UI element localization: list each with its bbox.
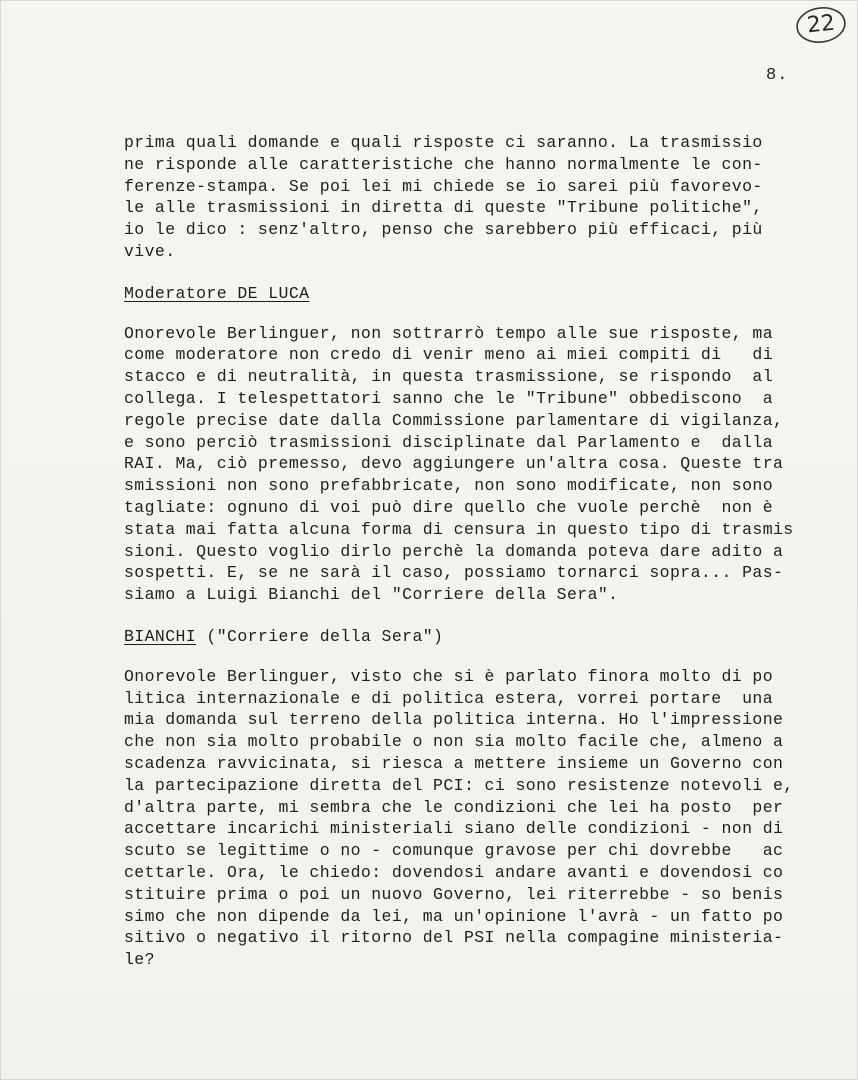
text-line: sioni. Questo voglio dirlo perchè la domanda poteva dare adito a: [124, 541, 784, 561]
text-line: accettare incarichi ministeriali siano delle condizioni - non di: [124, 819, 784, 839]
speaker-heading: [124, 283, 814, 305]
text-line: sospetti. E, se ne sarà il caso, possiamo tornarci sopra... Pas-: [124, 563, 784, 583]
speaker-name: Moderatore DE LUCA: [124, 283, 310, 303]
text-line: scadenza ravvicinata, si riesca a mettere insieme un Governo con: [124, 753, 784, 773]
text-line: litica internazionale e di politica estera, vorrei portare una: [124, 688, 774, 708]
text-line: cettarle. Ora, le chiedo: dovendosi andare avanti e dovendosi co: [124, 862, 784, 882]
paragraph: [124, 666, 814, 971]
text-line: ne risponde alle caratteristiche che hanno normalmente le con-: [124, 154, 763, 174]
text-line: simo che non dipende da lei, ma un'opinione l'avrà - un fatto po: [124, 906, 784, 926]
text-line: mia domanda sul terreno della politica interna. Ho l'impressione: [124, 710, 784, 730]
text-line: e sono perciò trasmissioni disciplinate dal Parlamento e dalla: [124, 432, 774, 452]
text-line: vive.: [124, 241, 176, 261]
text-line: RAI. Ma, ciò premesso, devo aggiungere un'altra cosa. Queste tra: [124, 454, 784, 474]
text-line: collega. I telespettatori sanno che le "Tribune" obbediscono a: [124, 388, 774, 408]
text-line: la partecipazione diretta del PCI: ci sono resistenze notevoli e,: [124, 775, 794, 795]
paragraph: [124, 323, 814, 606]
page-stamp: [794, 4, 848, 46]
text-line: tagliate: ognuno di voi può dire quello che vuole perchè non è: [124, 497, 774, 517]
text-line: siamo a Luigi Bianchi del "Corriere della Sera".: [124, 585, 619, 605]
document-body: [124, 132, 814, 971]
page-number: 8.: [766, 66, 789, 85]
text-line: ferenze-stampa. Se poi lei mi chiede se io sarei più favorevo-: [124, 176, 763, 196]
page-stamp-number: 22: [805, 10, 837, 39]
speaker-name: BIANCHI: [124, 626, 197, 646]
text-line: come moderatore non credo di venir meno ai miei compiti di di: [124, 345, 774, 365]
text-line: le alle trasmissioni in diretta di queste "Tribune politiche",: [124, 198, 763, 218]
text-line: stacco e di neutralità, in questa trasmissione, se rispondo al: [124, 367, 774, 387]
text-line: smissioni non sono prefabbricate, non sono modificate, non sono: [124, 476, 774, 496]
text-line: io le dico : senz'altro, penso che sarebbero più efficaci, più: [124, 220, 763, 240]
text-line: le?: [124, 950, 155, 970]
text-line: prima quali domande e quali risposte ci saranno. La trasmissio: [124, 133, 763, 152]
speaker-affiliation: ("Corriere della Sera"): [196, 626, 444, 646]
text-line: che non sia molto probabile o non sia molto facile che, almeno a: [124, 732, 784, 752]
text-line: stituire prima o poi un nuovo Governo, lei riterrebbe - so benis: [124, 884, 784, 904]
text-line: scuto se legittime o no - comunque gravose per chi dovrebbe ac: [124, 841, 784, 861]
paragraph: [124, 132, 814, 263]
text-line: Onorevole Berlinguer, non sottrarrò tempo alle sue risposte, ma: [124, 323, 774, 343]
text-line: sitivo o negativo il ritorno del PSI nella compagine ministeria-: [124, 928, 784, 948]
text-line: stata mai fatta alcuna forma di censura in questo tipo di trasmis: [124, 519, 794, 539]
text-line: regole precise date dalla Commissione parlamentare di vigilanza,: [124, 410, 784, 430]
text-line: Onorevole Berlinguer, visto che si è parlato finora molto di po: [124, 666, 774, 686]
speaker-heading: [124, 626, 814, 648]
text-line: d'altra parte, mi sembra che le condizioni che lei ha posto per: [124, 797, 784, 817]
